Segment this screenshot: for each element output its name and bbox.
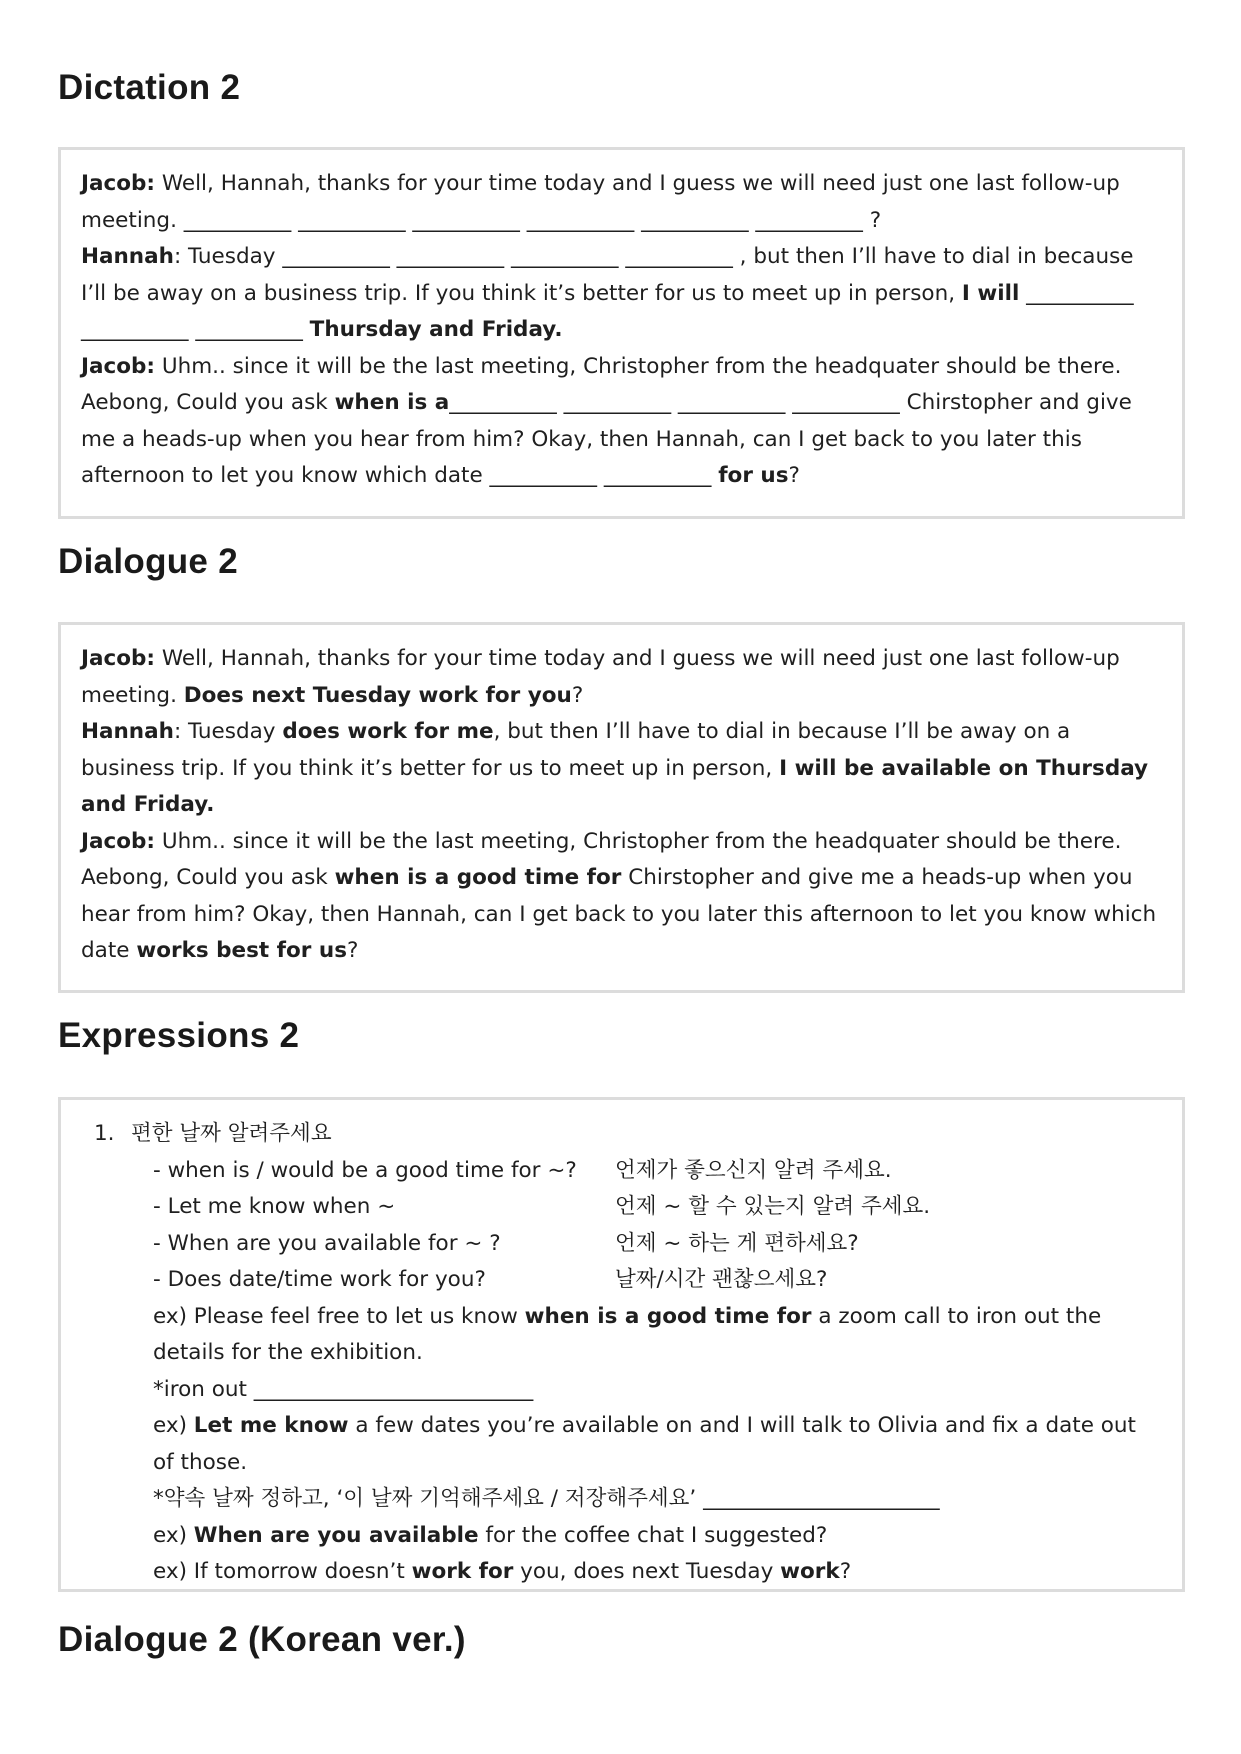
section-title-expressions: Expressions 2	[58, 1016, 300, 1055]
expression-pair	[153, 1153, 1162, 1190]
expression-details	[81, 1153, 1162, 1591]
example-line	[153, 1299, 1162, 1372]
dictation-box	[58, 147, 1185, 519]
text-segment: ex) Please feel free to let us know	[153, 1303, 525, 1329]
expression-en: - when is / would be a good time for ~?	[153, 1157, 577, 1183]
expression-ko: 언제가 좋으신지 알려 주세요.	[615, 1157, 892, 1183]
text-segment: ?	[571, 682, 584, 708]
expression-ko: 언제 ~ 하는 게 편하세요?	[615, 1230, 859, 1256]
text-segment: for the coffee chat I suggested?	[478, 1522, 828, 1548]
bold-text: Jacob:	[81, 353, 156, 379]
text-segment: ex) If tomorrow doesn’t	[153, 1559, 412, 1584]
section-title-dialogue-korean: Dialogue 2 (Korean ver.)	[58, 1620, 466, 1659]
bold-text: Thursday and Friday.	[309, 317, 563, 342]
expression-ko: 날짜/시간 괜찮으세요?	[615, 1267, 828, 1292]
bold-text: Let me know	[193, 1413, 349, 1438]
bold-text: work for	[411, 1559, 514, 1584]
text-segment: ?	[347, 938, 359, 963]
text-segment: : Tuesday	[173, 719, 283, 744]
expression-pair	[153, 1262, 1162, 1299]
bold-text: Hannah	[81, 244, 174, 269]
bold-text: does work for me	[282, 719, 494, 744]
expression-pair	[153, 1189, 1162, 1226]
section-title-dictation: Dictation 2	[58, 68, 241, 107]
text-segment: a zoom call to iron out the details for the exhibition.	[153, 1303, 1102, 1365]
text-segment: : Tuesday __________ __________ __________ __________ , but then I’ll have to dial in because I’ll be away on a business trip. If you think it’s better for us to meet up in person,	[81, 244, 1134, 306]
dictation-line	[81, 349, 1162, 495]
example-line	[153, 1518, 1162, 1555]
bold-text: works best for us	[136, 938, 347, 963]
note-line	[153, 1481, 1162, 1518]
bold-text: When are you available	[193, 1522, 479, 1548]
list-number: 1.	[94, 1121, 115, 1146]
bold-text: work	[780, 1559, 840, 1584]
dialogue-line	[81, 714, 1162, 824]
example-line	[153, 1408, 1162, 1481]
expression-item	[81, 1116, 1162, 1153]
text-segment: Well, Hannah, thanks for your time today and I guess we will need just one last follow-up meeting.	[81, 646, 1120, 708]
bold-text: when is a	[334, 390, 450, 415]
expression-en: - When are you available for ~ ?	[153, 1230, 501, 1256]
text-segment: __________ __________ __________	[81, 280, 1134, 342]
dictation-line	[81, 166, 1162, 239]
note-line	[153, 1372, 1162, 1409]
text-segment: a few dates you’re available on and I will talk to Olivia and fix a date out of those.	[153, 1413, 1136, 1475]
text-segment: ex)	[153, 1522, 194, 1548]
dialogue-line	[81, 641, 1162, 714]
expression-pair	[153, 1226, 1162, 1263]
text-segment: , but then I’ll have to dial in because I’ll be away on a business trip. If you think it’s better for us to meet up in person,	[81, 719, 1071, 781]
text-segment: *iron out __________________________	[153, 1376, 534, 1402]
bold-text: Jacob:	[81, 646, 156, 671]
bold-text: for us	[718, 463, 789, 488]
text-segment: __________ __________ __________ __________ Chirstopher and give me a heads-up when you hear from him? Okay, then Hannah, can I get back to you later this afternoon to let you know which date __________ __________	[81, 390, 1132, 488]
bold-text: when is a good time for	[334, 865, 622, 890]
text-segment: ?	[788, 463, 800, 488]
example-line	[153, 1554, 1162, 1591]
dialogue-line	[81, 824, 1162, 970]
expression-en: - Let me know when ~	[153, 1194, 396, 1219]
bold-text: I will	[961, 280, 1020, 306]
text-segment: ex)	[153, 1413, 194, 1438]
text-segment: Chirstopher and give me a heads-up when you hear from him? Okay, then Hannah, can I get back to you later this afternoon to let you know which date	[81, 865, 1157, 963]
expression-ko: 언제 ~ 할 수 있는지 알려 주세요.	[615, 1194, 931, 1219]
bold-text: Jacob:	[81, 171, 156, 196]
bold-text: when is a good time for	[524, 1303, 812, 1329]
text-segment: Uhm.. since it will be the last meeting, Christopher from the headquater should be there. Aebong, Could you ask	[81, 828, 1122, 890]
text-segment: you, does next Tuesday	[513, 1559, 781, 1584]
text-segment: Well, Hannah, thanks for your time today and I guess we will need just one last follow-up meeting. __________ __________ __________ __________ __________ __________ ?	[81, 171, 1120, 233]
bold-text: Hannah	[81, 719, 174, 744]
dictation-line	[81, 239, 1162, 349]
expression-en: - Does date/time work for you?	[153, 1267, 486, 1292]
text-segment: Uhm.. since it will be the last meeting, Christopher from the headquater should be there. Aebong, Could you ask	[81, 353, 1122, 415]
text-segment: ?	[839, 1559, 852, 1584]
expression-heading: 편한 날짜 알려주세요	[131, 1121, 332, 1146]
bold-text: I will be available on Thursday and Friday.	[81, 755, 1149, 817]
bold-text: Jacob:	[81, 828, 156, 854]
text-segment: *약속 날짜 정하고, ‘이 날짜 기억해주세요 / 저장해주세요’ ______________________	[153, 1486, 940, 1511]
dialogue-box	[58, 622, 1185, 993]
expressions-box	[58, 1097, 1185, 1592]
bold-text: Does next Tuesday work for you	[183, 682, 572, 708]
section-title-dialogue: Dialogue 2	[58, 542, 238, 581]
